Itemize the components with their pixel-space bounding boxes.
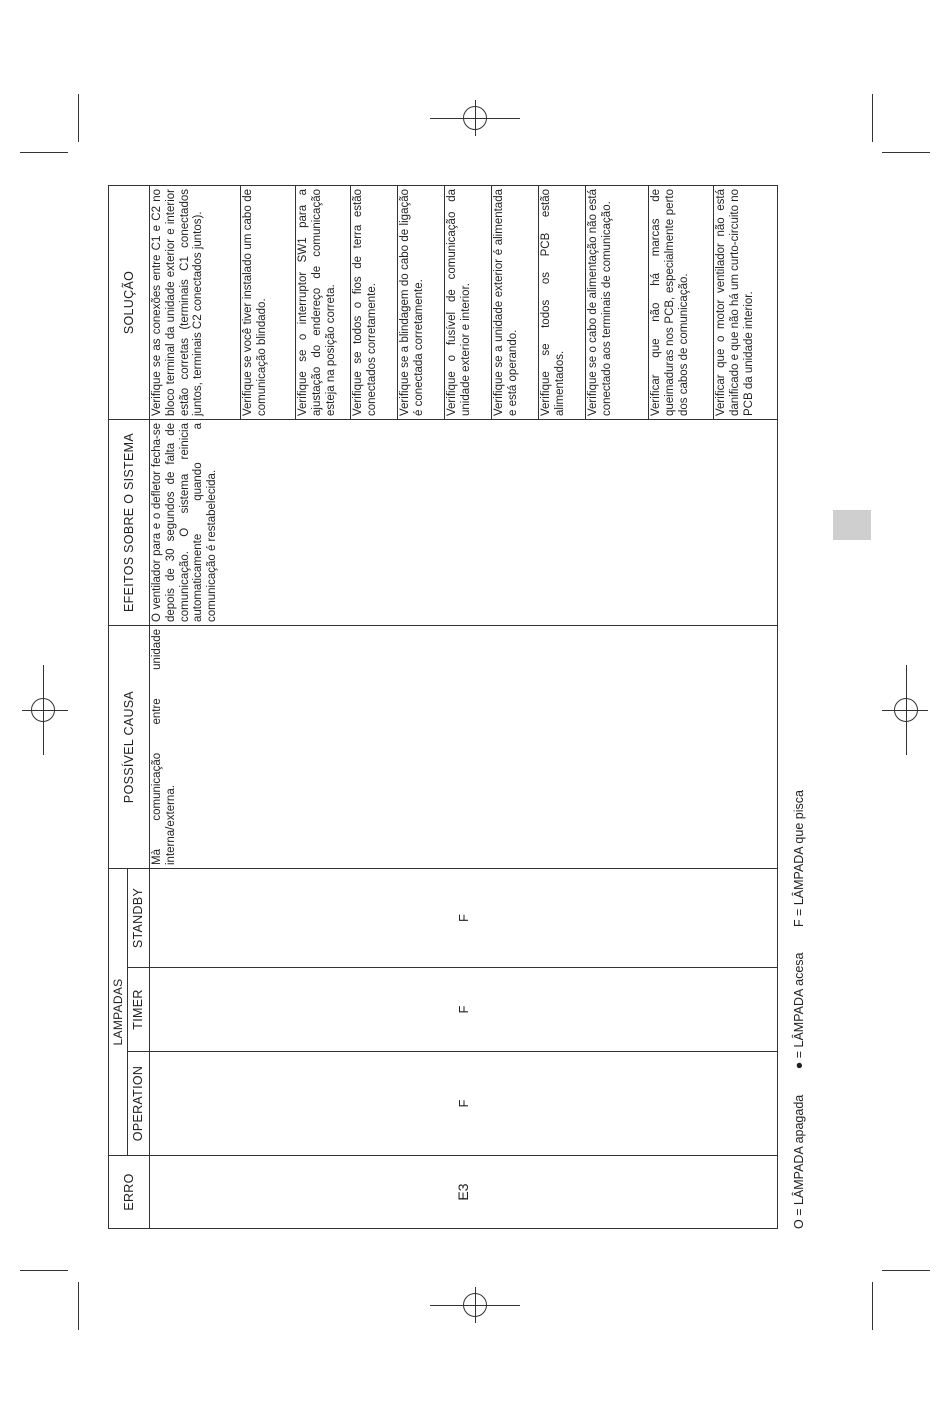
crop-mark <box>872 94 873 142</box>
cell-operation: F <box>150 1052 778 1156</box>
header-causa: POSSÍVEL CAUSA <box>109 626 150 869</box>
cell-solucao: Verifique se todos o fios de terra estão conectados corretamente. <box>351 186 398 420</box>
crop-mark <box>872 1282 873 1330</box>
error-table <box>108 185 778 1229</box>
cell-solucao: Verificar que o motor ventilador não está danificado e que não há um curto-circuito no PCB da unidade interior. <box>714 186 778 420</box>
crop-mark <box>882 1270 930 1271</box>
legend <box>792 729 812 1229</box>
cell-solucao: Verifique se todos os PCB estão alimentados. <box>539 186 586 420</box>
crop-mark <box>882 152 930 153</box>
cell-causa: Mà comunicação entre unidade interna/externa. <box>150 626 778 869</box>
legend-on: ● = LÂMPADA acesa <box>792 952 806 1070</box>
registration-circle <box>463 106 487 130</box>
header-lampadas: LAMPADAS <box>109 869 128 1156</box>
cell-solucao: Verifique se as conexões entre C1 e C2 no bloco terminal da unidade exterior e interior estão corretas (terminais C1 conectados juntos, terminais C2 conectados juntos). <box>150 186 241 420</box>
cell-timer: F <box>150 968 778 1052</box>
section-tab-marker <box>833 510 871 540</box>
cell-solucao: Verifique o fusível de comunicação da unidade exterior e interior. <box>445 186 492 420</box>
legend-flash: F = LÂMPADA que pisca <box>792 790 806 928</box>
header-operation: OPERATION <box>128 1052 150 1156</box>
cell-solucao: Verifique se você tiver instalado um cabo de comunicação blindado. <box>241 186 296 420</box>
header-efeitos: EFEITOS SOBRE O SISTEMA <box>109 420 150 626</box>
header-erro: ERRO <box>109 1156 150 1229</box>
error-table-rotated <box>108 186 778 1229</box>
cell-solucao: Verifique se o cabo de alimentação não está conectado aos terminais de comunicação. <box>586 186 649 420</box>
cell-solucao: Verifique se a blindagem do cabo de ligação é conectada corretamente. <box>398 186 445 420</box>
cell-standby: F <box>150 869 778 968</box>
registration-circle <box>31 698 55 722</box>
cell-solucao: Verifique se a unidade exterior é alimentada e está operando. <box>492 186 539 420</box>
registration-circle <box>894 698 918 722</box>
crop-mark <box>20 1270 68 1271</box>
crop-mark <box>78 1282 79 1330</box>
header-timer: TIMER <box>128 968 150 1052</box>
legend-off: O = LÂMPADA apagada <box>792 1094 806 1229</box>
cell-efeitos: O ventilador para e o defletor fecha-se depois de 30 segundos de falta de comunicação. O sistema reinicia automaticamente quando a comunicação é restabelecida. <box>150 420 778 626</box>
header-standby: STANDBY <box>128 869 150 968</box>
cell-solucao: Verifique se o interruptor SW1 para a ajustação do endereço de comunicação esteja na posição correta. <box>296 186 351 420</box>
crop-mark <box>20 152 68 153</box>
registration-circle <box>463 1293 487 1317</box>
header-solucao: SOLUÇÃO <box>109 186 150 420</box>
cell-solucao: Verificar que não há marcas de queimaduras nos PCB, especialmente perto dos cabos de comunicação. <box>649 186 714 420</box>
cell-erro: E3 <box>150 1156 778 1229</box>
crop-mark <box>78 94 79 142</box>
